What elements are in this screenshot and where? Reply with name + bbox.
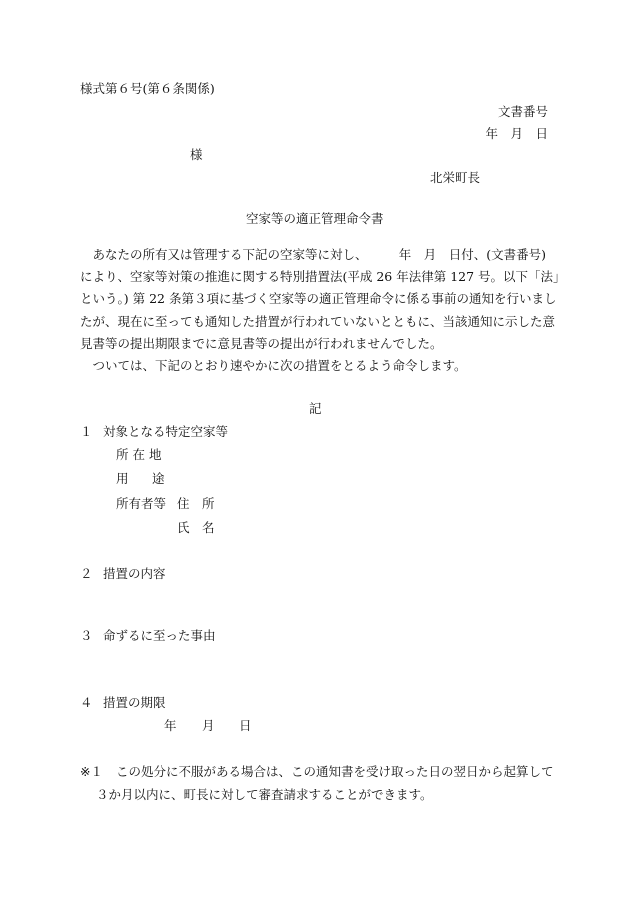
note-line-2: ３か月以内に、町長に対して審査請求することができます。 xyxy=(96,787,433,802)
body-line: により、空家等対策の推進に関する特別措置法(平成 26 年法律第 127 号。以下「法」 xyxy=(80,269,566,285)
body-line: 見書等の提出期限までに意見書等の提出が行われませんでした。 xyxy=(80,335,443,351)
deadline-day: 日 xyxy=(239,718,252,733)
item-number: ４ xyxy=(80,695,93,710)
name-label: 氏 名 xyxy=(177,520,215,535)
body-line: ついては、下記のとおり速やかに次の措置をとるよう命令します。 xyxy=(80,358,467,374)
deadline-year: 年 xyxy=(164,718,177,733)
form-label: 様式第６号(第６条関係) xyxy=(80,81,215,96)
item-label: 措置の内容 xyxy=(103,566,166,581)
item-4 xyxy=(80,697,166,710)
item-3 xyxy=(80,630,216,643)
body-line: という。) 第 22 条第３項に基づく空家等の適正管理命令に係る事前の通知を行いまし xyxy=(80,291,557,307)
item-1 xyxy=(80,426,228,439)
date-line: 年 月 日 xyxy=(485,126,548,141)
addressee-suffix: 様 xyxy=(190,147,203,162)
item-2 xyxy=(80,568,166,581)
body-line: あなたの所有又は管理する下記の空家等に対し、 年 月 日付、(文書番号) xyxy=(80,247,547,262)
owner-label: 所有者等 xyxy=(116,496,167,511)
item-number: １ xyxy=(80,424,93,439)
usage-label-first: 用 xyxy=(116,471,129,486)
item-number: ２ xyxy=(80,566,93,581)
body-paragraph xyxy=(80,244,566,377)
note-mark: ※１ xyxy=(80,764,103,779)
page-title: 空家等の適正管理命令書 xyxy=(246,211,384,226)
ki-heading: 記 xyxy=(309,401,322,416)
deadline-month: 月 xyxy=(202,718,215,733)
item-label: 対象となる特定空家等 xyxy=(103,424,229,439)
usage-label-second: 途 xyxy=(152,471,165,486)
note-line-1: この処分に不服がある場合は、この通知書を受け取った日の翌日から起算して xyxy=(116,764,554,779)
address-label: 住 所 xyxy=(177,496,215,511)
item-number: ３ xyxy=(80,628,93,643)
item-label: 命ずるに至った事由 xyxy=(103,628,216,643)
body-line: たが、現在に至っても通知した措置が行われていないとともに、当該通知に示した意 xyxy=(80,313,556,329)
document-number-label: 文書番号 xyxy=(497,104,548,119)
item-label: 措置の期限 xyxy=(103,695,166,710)
location-label: 所 在 地 xyxy=(116,447,162,462)
issuer: 北栄町長 xyxy=(429,170,480,185)
